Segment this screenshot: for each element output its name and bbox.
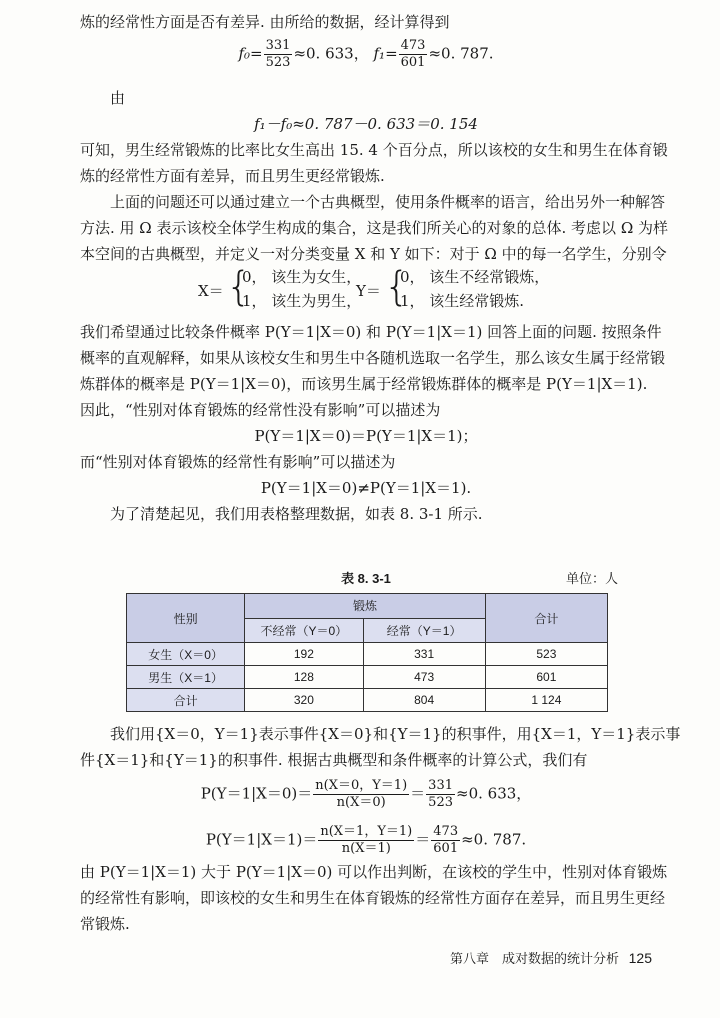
x-lhs: X＝ — [198, 282, 224, 300]
para-line: 由 P(Y＝1|X＝1) 大于 P(Y＝1|X＝0) 可以作出判断，在该校的学生中，性别对体育锻炼 — [80, 863, 668, 881]
header-gender: 性别 — [127, 594, 245, 643]
formula-text: f₁－f₀≈0. 787－0. 633＝0. 154 — [254, 115, 478, 133]
header-total: 合计 — [485, 594, 607, 643]
para-line: 我们希望通过比较条件概率 P(Y＝1|X＝0) 和 P(Y＝1|X＝1) 回答上面的问题. 按照条件 — [80, 323, 662, 341]
fraction — [318, 824, 414, 857]
numerator: 473 — [400, 38, 426, 53]
denominator: 523 — [428, 795, 453, 810]
equation-equal: P(Y＝1|X＝0)＝P(Y＝1|X＝1)； — [254, 427, 478, 445]
para-line: 方法. 用 Ω 表示该校全体学生构成的集合，这是我们所关心的对象的总体. 考虑以 Ω 为样 — [80, 219, 669, 237]
page-number: 125 — [628, 950, 652, 966]
para-line: 概率的直观解释，如果从该校女生和男生中各随机选取一名学生，那么该女生属于经常锻 — [80, 349, 666, 367]
f0-lhs: f₀= — [238, 44, 263, 63]
para-line: 为了清楚起见，我们用表格整理数据，如表 8. 3-1 所示. — [110, 505, 483, 523]
numerator: n(X＝1，Y＝1) — [320, 824, 413, 839]
conditional-prob-x0 — [80, 778, 652, 811]
table-title: 表 8. 3-1 — [341, 571, 391, 586]
difference-formula — [80, 114, 652, 134]
conditional-prob-x1 — [80, 824, 652, 857]
table-row — [127, 689, 608, 712]
para-line: 炼群体的概率是 P(Y＝1|X＝0)，而该男生属于经常锻炼群体的概率是 P(Y＝1|X＝1). — [80, 375, 648, 393]
y-case-1: 1， 该生经常锻炼. — [400, 292, 525, 310]
fraction — [399, 38, 428, 71]
x-case-1: 1， 该生为男生， — [242, 292, 362, 310]
y-case-0: 0， 该生不经常锻炼， — [400, 268, 550, 286]
para-line: 本空间的古典概型，并定义一对分类变量 X 和 Y 如下：对于 Ω 中的每一名学生，分别令 — [80, 245, 667, 263]
para-line: 常锻炼. — [80, 915, 130, 933]
value: ≈0. 787. — [461, 830, 527, 849]
denominator: n(X＝1) — [341, 841, 391, 856]
row-label: 合计 — [127, 689, 245, 712]
f1-lhs: f₁= — [373, 44, 398, 63]
lhs: P(Y＝1|X＝0)＝ — [200, 784, 313, 803]
value: ≈0. 787. — [428, 44, 494, 63]
denominator: 601 — [400, 55, 426, 70]
x-case-0: 0， 该生为女生， — [242, 268, 362, 286]
table-row — [127, 666, 608, 689]
denominator: 601 — [433, 841, 459, 856]
para-line: 由 — [110, 89, 126, 107]
brace-icon: { — [384, 264, 410, 310]
para-line: 件{X＝1}和{Y＝1}的积事件. 根据古典概型和条件概率的计算公式，我们有 — [80, 751, 588, 769]
equation-not-equal: P(Y＝1|X＝0)≠P(Y＝1|X＝1). — [260, 479, 472, 497]
para-line: 因此，“性别对体育锻炼的经常性没有影响”可以描述为 — [80, 401, 441, 419]
numerator: n(X＝0，Y＝1) — [315, 778, 408, 793]
header-often: 经常（Y＝1） — [363, 618, 485, 643]
cell: 331 — [363, 643, 485, 666]
brace-icon: { — [226, 264, 252, 310]
data-table — [126, 593, 608, 712]
equals: ＝ — [410, 784, 426, 803]
fraction — [431, 824, 460, 857]
cell: 804 — [363, 689, 485, 712]
numerator: 331 — [428, 778, 453, 793]
denominator: 523 — [265, 55, 291, 70]
numerator: 331 — [265, 38, 291, 53]
y-lhs: Y＝ — [356, 282, 381, 300]
table-unit: 单位：人 — [566, 571, 619, 586]
fraction — [313, 778, 409, 811]
cell: 1 124 — [485, 689, 607, 712]
para-line: 我们用{X＝0，Y＝1}表示事件{X＝0}和{Y＝1}的积事件，用{X＝1，Y＝1}表示事 — [110, 725, 681, 743]
page-footer — [420, 948, 652, 967]
frequency-formula — [80, 38, 652, 71]
cell: 320 — [245, 689, 363, 712]
value: ≈0. 633， — [456, 784, 532, 803]
equals: ＝ — [415, 830, 431, 849]
cell: 192 — [245, 643, 363, 666]
chapter-title: 第八章 成对数据的统计分析 — [450, 951, 620, 966]
cell: 128 — [245, 666, 363, 689]
para-line: 上面的问题还可以通过建立一个古典概型，使用条件概率的语言，给出另外一种解答 — [110, 193, 666, 211]
para-line: 而“性别对体育锻炼的经常性有影响”可以描述为 — [80, 453, 396, 471]
denominator: n(X＝0) — [336, 795, 386, 810]
fraction — [426, 778, 455, 811]
fraction — [264, 38, 293, 71]
cell: 523 — [485, 643, 607, 666]
row-label: 男生（X＝1） — [127, 666, 245, 689]
cell: 473 — [363, 666, 485, 689]
para-line: 的经常性有影响，即该校的女生和男生在体育锻炼的经常性方面存在差异，而且男生更经 — [80, 889, 666, 907]
lhs: P(Y＝1|X＝1)＝ — [205, 830, 318, 849]
header-not-often: 不经常（Y＝0） — [245, 618, 363, 643]
para-line: 炼的经常性方面是否有差异. 由所给的数据，经计算得到 — [80, 13, 450, 31]
numerator: 473 — [433, 824, 459, 839]
header-exercise: 锻炼 — [245, 594, 485, 619]
cell: 601 — [485, 666, 607, 689]
table-row — [127, 643, 608, 666]
row-label: 女生（X＝0） — [127, 643, 245, 666]
para-line: 可知，男生经常锻炼的比率比女生高出 15. 4 个百分点，所以该校的女生和男生在体育锻 — [80, 141, 668, 159]
value: ≈0. 633， — [293, 44, 369, 63]
para-line: 炼的经常性方面有差异，而且男生更经常锻炼. — [80, 167, 385, 185]
